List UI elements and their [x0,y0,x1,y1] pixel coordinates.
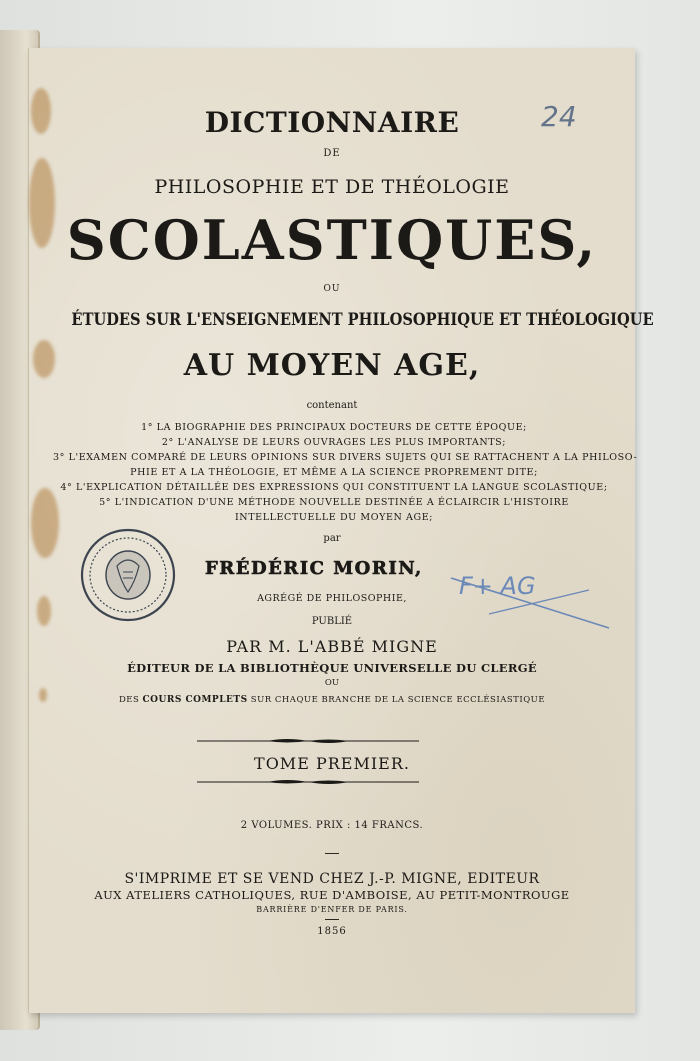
contents-item: 2° L'ANALYSE DE LEURS OUVRAGES LES PLUS IMPORTANTS; [161,437,507,448]
title-moyen-age: AU MOYEN AGE, [183,348,481,383]
cours-post: SUR CHAQUE BRANCHE DE LA SCIENCE ECCLÉSIASTIQUE [250,695,546,705]
contents-item: INTELLECTUELLE DU MOYEN AGE; [234,512,434,523]
author-par: par [323,533,341,544]
title-de: DE [323,148,341,159]
imprint-year: 1856 [317,926,347,937]
contents-label: contenant [306,400,358,411]
cours-pre: DES [118,695,140,705]
volumes-price: 2 VOLUMES. PRIX : 14 FRANCS. [240,820,424,831]
title-ou: OU [323,284,341,294]
title-etudes: ÉTUDES SUR L'ENSEIGNEMENT PHILOSOPHIQUE ET THÉOLOGIQUE [71,310,654,330]
author-title: AGRÉGÉ DE PHILOSOPHIE, [257,593,407,604]
separator-dash [325,919,339,920]
handwritten-mark-text: F+ AG [459,572,536,600]
title-page [28,48,654,1013]
publisher-cours [29,695,635,705]
tome-label: TOME PREMIER. [254,754,410,773]
publisher-ou: OU [324,678,340,688]
contents-item: 5° L'INDICATION D'UNE MÉTHODE NOUVELLE DESTINÉE A ÉCLAIRCIR L'HISTOIRE [99,497,569,508]
imprint-line2: AUX ATELIERS CATHOLIQUES, RUE D'AMBOISE, AU PETIT-MONTROUGE [94,888,570,902]
author-name: FRÉDÉRIC MORIN, [205,558,423,579]
contents-item: PHIE ET A LA THÉOLOGIE, ET MÊME A LA SCIENCE PROPREMENT DITE; [130,467,538,478]
publisher-name: PAR M. L'ABBÉ MIGNE [226,637,438,656]
imprint-line1: S'IMPRIME ET SE VEND CHEZ J.-P. MIGNE, EDITEUR [124,871,540,887]
library-stamp-icon [79,526,177,624]
contents-item: 1° LA BIOGRAPHIE DES PRINCIPAUX DOCTEURS DE CETTE ÉPOQUE; [141,422,527,433]
title-scolastiques: SCOLASTIQUES, [66,208,598,272]
separator-dash [325,853,339,854]
publisher-editor: ÉDITEUR DE LA BIBLIOTHÈQUE UNIVERSELLE DU CLERGÉ [127,661,537,675]
handwritten-number: 24 [541,100,577,133]
imprint-line3: BARRIÈRE D'ENFER DE PARIS. [256,905,408,914]
title-philosophie-theologie: PHILOSOPHIE ET DE THÉOLOGIE [154,176,510,198]
cours-bold: COURS COMPLETS [142,695,248,705]
ornament-rule-bottom [197,778,419,786]
contents-item: 4° L'EXPLICATION DÉTAILLÉE DES EXPRESSIONS QUI CONSTITUENT LA LANGUE SCOLASTIQUE; [60,482,608,493]
publisher-publie: PUBLIÉ [311,616,353,627]
title-dictionnaire: DICTIONNAIRE [204,106,460,139]
contents-item: 3° L'EXAMEN COMPARÉ DE LEURS OPINIONS SUR DIVERS SUJETS QUI SE RATTACHENT A LA PHILOSO- [53,452,638,463]
handwritten-shelf-mark [429,556,619,636]
contents-list [53,420,638,525]
ornament-rule-top [197,737,419,745]
